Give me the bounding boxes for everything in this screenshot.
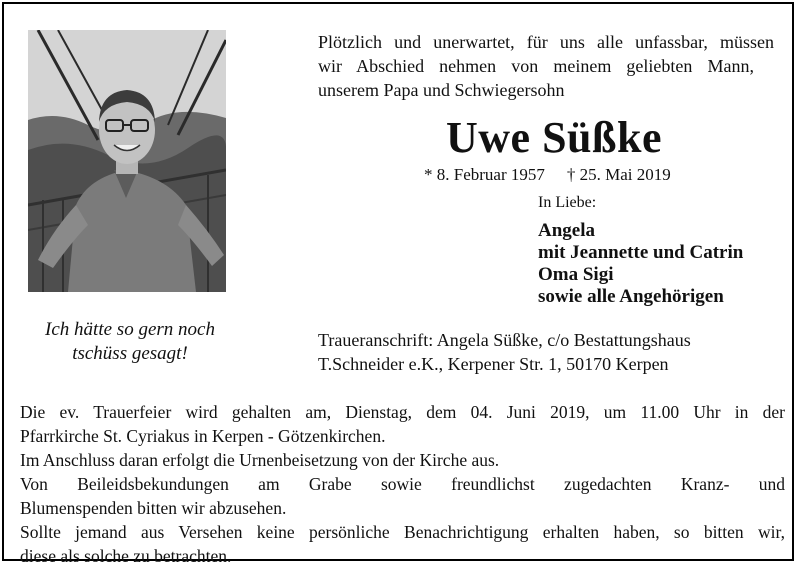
intro-text (318, 30, 774, 102)
body-line: Im Anschluss daran erfolgt die Urnenbeisetzung von der Kirche aus. (20, 450, 500, 470)
mourner-line: mit Jeannette und Catrin (538, 242, 744, 263)
intro-line: wir Abschied nehmen von meinem geliebten Mann, (318, 56, 754, 76)
intro-line: Plötzlich und unerwartet, für uns alle unfassbar, müssen (318, 32, 774, 52)
quote (14, 318, 246, 366)
birth-date: * 8. Februar 1957 (424, 165, 545, 184)
mourner-line: Oma Sigi (538, 264, 614, 285)
intro-line: unserem Papa und Schwiegersohn (318, 80, 565, 100)
body-line: Blumenspenden bitten wir abzusehen. (20, 498, 287, 518)
body-line: Pfarrkirche St. Cyriakus in Kerpen - Götzenkirchen. (20, 426, 386, 446)
body-line: Von Beileidsbekundungen am Grabe sowie freundlichst zugedachten Kranz- und (20, 474, 785, 494)
mourner-line: sowie alle Angehörigen (538, 286, 724, 307)
ceremony-text (20, 400, 785, 568)
in-love-label: In Liebe: (538, 194, 597, 211)
address-line: T.Schneider e.K., Kerpener Str. 1, 50170 Kerpen (318, 354, 669, 374)
death-date: † 25. Mai 2019 (566, 165, 671, 184)
mourners-list (538, 220, 743, 308)
quote-line: tschüss gesagt! (72, 343, 188, 364)
obituary-notice (2, 2, 794, 566)
life-dates (424, 164, 671, 186)
deceased-name: Uwe Süßke (446, 113, 662, 162)
portrait-illustration (28, 30, 226, 292)
body-line: diese als solche zu betrachten. (20, 546, 232, 566)
body-line: Die ev. Trauerfeier wird gehalten am, Dienstag, dem 04. Juni 2019, um 11.00 Uhr in der (20, 402, 785, 422)
mourning-address (318, 328, 691, 376)
mourner-line: Angela (538, 220, 595, 241)
quote-line: Ich hätte so gern noch (45, 319, 215, 340)
portrait-photo (28, 30, 226, 292)
address-line: Traueranschrift: Angela Süßke, c/o Bestattungshaus (318, 330, 691, 350)
body-line: Sollte jemand aus Versehen keine persönliche Benachrichtigung erhalten haben, so bitten wir, (20, 522, 785, 542)
